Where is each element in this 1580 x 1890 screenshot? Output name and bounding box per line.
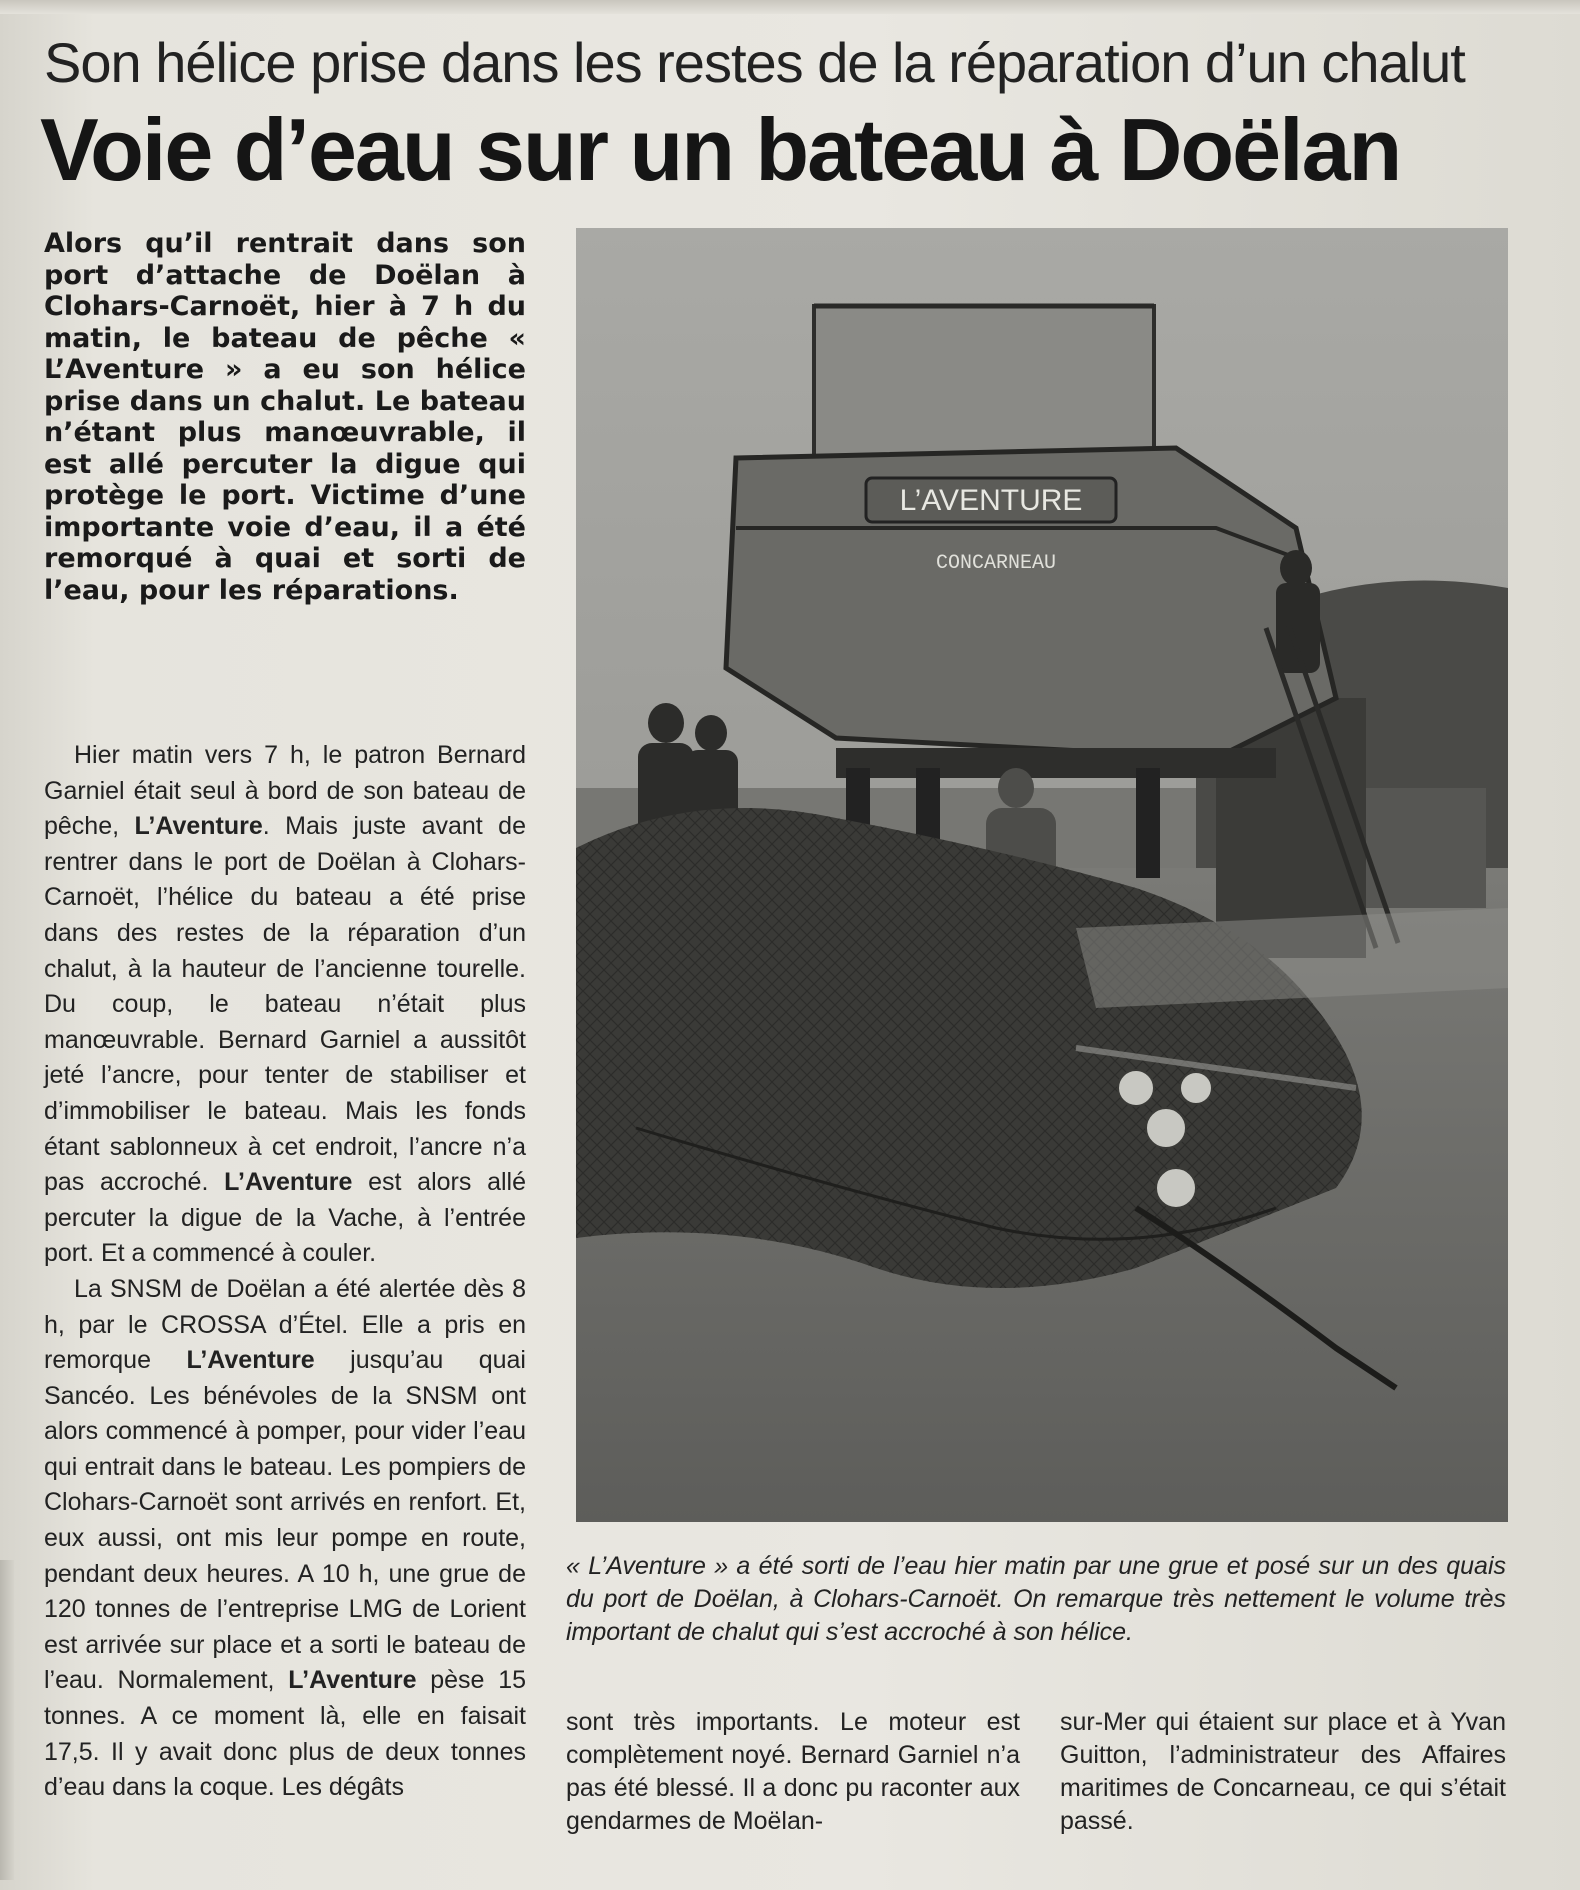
boat-name: L’Aventure (224, 1168, 353, 1197)
boat-name-label: L’AVENTURE (899, 484, 1083, 517)
article-headline: Voie d’eau sur un bateau à Doëlan (40, 100, 1401, 199)
body-paragraph: Hier matin vers 7 h, le patron Bernard Garniel était seul à bord de son bateau de pêche, L’Aventure. Mais juste avant de rentrer dans le port de Doëlan à Clohars-Carnoët, l’hélice du bateau a été prise dans des restes de la réparation d’un chalut, à la hauteur de l’ancienne tourelle. Du coup, le bateau n’était plus manœuvrable. Bernard Garniel a aussitôt jeté l’ancre, pour tenter de stabiliser et d’immobiliser le bateau. Mais les fonds étant sablonneux à cet endroit, l’ancre n’a pas accroché. L’Aventure est alors allé percuter la digue de la Vache, à l’entrée port. Et a commencé à couler. (44, 741, 526, 1268)
article-body-column-2: sont très importants. Le moteur est complètement noyé. Bernard Garniel n’a pas été blessé. Il a donc pu raconter aux gendarmes de Moëlan- (566, 1708, 1020, 1835)
article-body-column-3: sur-Mer qui étaient sur place et à Yvan Guitton, l’administrateur des Affaires maritimes de Concarneau, ce qui s’était passé. (1060, 1708, 1506, 1835)
previous-article-edge (0, 0, 1580, 14)
article-kicker: Son hélice prise dans les restes de la réparation d’un chalut (44, 31, 1465, 94)
boat-name: L’Aventure (288, 1666, 417, 1695)
article-photo (576, 228, 1508, 1522)
article-body-column-1 (44, 738, 526, 1806)
boat-home-port-label: CONCARNEAU (935, 552, 1057, 575)
body-paragraph: La SNSM de Doëlan a été alertée dès 8 h, par le CROSSA d’Étel. Elle a pris en remorque L’Aventure jusqu’au quai Sancéo. Les bénévoles de la SNSM ont alors commencé à pomper, pour vider l’eau qui entrait dans le bateau. Les pompiers de Clohars-Carnoët sont arrivés en renfort. Et, eux aussi, ont mis leur pompe en route, pendant deux heures. A 10 h, une grue de 120 tonnes de l’entreprise LMG de Lorient est arrivée sur place et a sorti le bateau de l’eau. Normalement, L’Aventure pèse 15 tonnes. A ce moment là, elle en faisait 17,5. Il y avait donc plus de deux tonnes d’eau dans la coque. Les dégâts (44, 1274, 526, 1802)
boat-name: L’Aventure (186, 1346, 315, 1375)
page-fold-shadow (0, 1560, 14, 1880)
boat-name: L’Aventure (134, 812, 263, 841)
article-lead: Alors qu’il rentrait dans son port d’attache de Doëlan à Clohars-Carnoët, hier à 7 h du matin, le bateau de pêche « L’Aventure » a eu son hélice prise dans un chalut. Le bateau n’étant plus manœuvrable, il est allé percuter la digue qui protège le port. Victime d’une importante voie d’eau, il a été remorqué à quai et sorti de l’eau, pour les réparations. (44, 228, 526, 606)
photo-caption: « L’Aventure » a été sorti de l’eau hier matin par une grue et posé sur un des quais du port de Doëlan, à Clohars-Carnoët. On remarque très nettement le volume très important de chalut qui s’est accroché à son hélice. (566, 1552, 1506, 1646)
